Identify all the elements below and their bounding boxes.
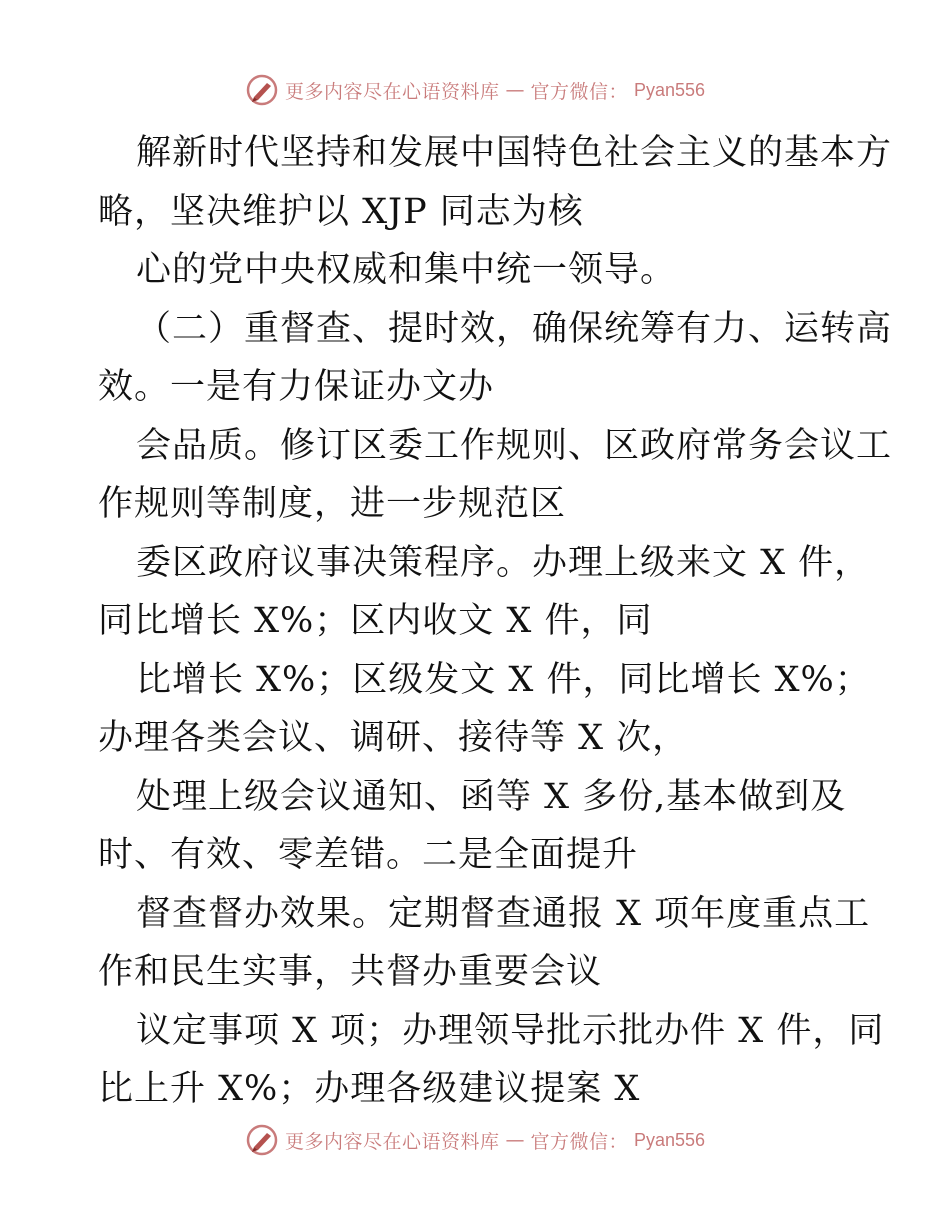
watermark-label: 官方微信： (530, 1130, 628, 1153)
text-line: 略，坚决维护以 XJP 同志为核 (98, 191, 584, 232)
watermark-brand: Pyan556 (633, 1129, 706, 1150)
pen-logo-icon (245, 1123, 279, 1157)
watermark-brand: Pyan556 (633, 79, 706, 100)
text-line: 时、有效、零差错。二是全面提升 (98, 835, 639, 875)
text-line: 比上升 X%；办理各级建议提案 X (98, 1069, 641, 1109)
pen-logo-icon (245, 73, 279, 107)
document-body (98, 124, 893, 1119)
text-line: 议定事项 X 项；办理领导批示批办件 X 件，同 (136, 1010, 885, 1051)
text-line: （二）重督查、提时效，确保统筹有力、运转高 (136, 308, 893, 349)
text-line: 督查督办效果。定期督查通报 X 项年度重点工 (136, 893, 871, 934)
text-line: 效。一是有力保证办文办 (98, 367, 495, 407)
text-line: 委区政府议事决策程序。办理上级来文 X 件， (136, 542, 871, 583)
watermark-text: 更多内容尽在心语资料库 (284, 80, 500, 103)
text-line: 作规则等制度，进一步规范区 (98, 484, 567, 524)
watermark-text: 更多内容尽在心语资料库 (284, 1130, 500, 1153)
text-line: 处理上级会议通知、函等 X 多份,基本做到及 (136, 776, 847, 817)
watermark-separator: — (505, 1129, 525, 1151)
text-line: 比增长 X%；区级发文 X 件，同比增长 X%； (136, 659, 871, 700)
text-line: 作和民生实事，共督办重要会议 (98, 952, 603, 992)
text-line: 会品质。修订区委工作规则、区政府常务会议工 (136, 425, 893, 466)
text-line: 解新时代坚持和发展中国特色社会主义的基本方 (136, 133, 893, 173)
watermark-label: 官方微信： (530, 80, 628, 103)
watermark-separator: — (505, 79, 525, 101)
text-line: 办理各类会议、调研、接待等 X 次， (98, 718, 689, 758)
header-watermark (0, 70, 950, 110)
footer-watermark (0, 1120, 950, 1160)
text-line: 同比增长 X%；区内收文 X 件，同 (98, 601, 653, 641)
text-line: 心的党中央权威和集中统一领导。 (136, 250, 677, 290)
